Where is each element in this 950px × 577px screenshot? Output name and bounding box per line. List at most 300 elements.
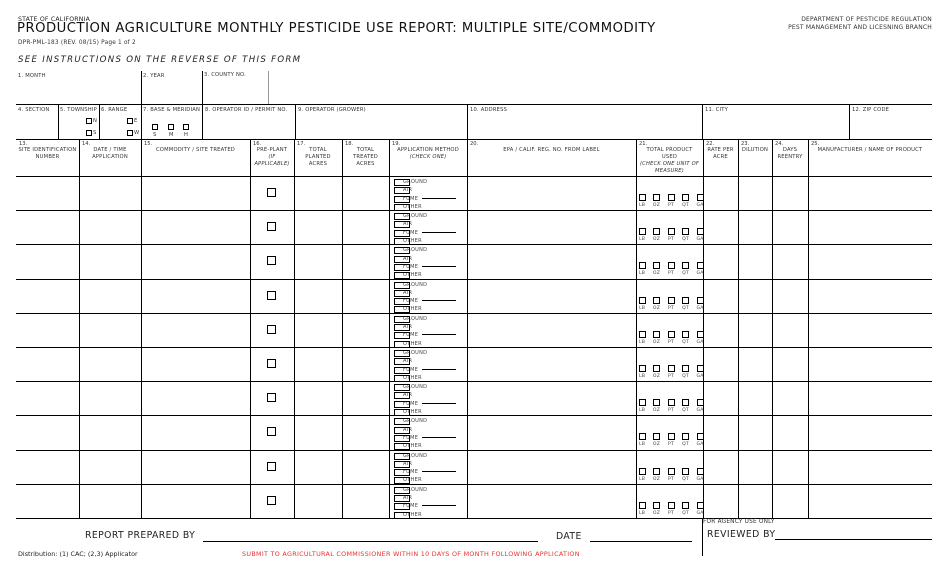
unit-pt-checkbox[interactable] [668,502,675,509]
zip-field[interactable] [850,113,932,138]
unit-oz-checkbox[interactable] [653,365,660,372]
unit-oz-checkbox[interactable] [653,194,660,201]
unit-oz-checkbox[interactable] [653,433,660,440]
treated-acres-cell[interactable] [344,349,387,379]
reentry-cell[interactable] [774,452,806,482]
column-number: 15. [144,141,153,147]
column-number: 17. [297,141,306,147]
unit-oz-checkbox[interactable] [653,228,660,235]
site-id-cell[interactable] [18,281,77,311]
unit-label: LB [638,442,646,448]
pre-plant-checkbox[interactable] [267,462,276,471]
method-air-checkbox[interactable] [394,324,413,331]
planted-acres-cell[interactable] [296,315,340,345]
dilution-cell[interactable] [740,417,770,447]
range-w-checkbox[interactable] [127,130,133,136]
unit-lb-checkbox[interactable] [639,194,646,201]
pre-plant-checkbox[interactable] [267,496,276,505]
manufacturer-cell[interactable] [810,417,930,447]
method-ground-checkbox[interactable] [394,350,410,357]
range-label: 6. RANGE [101,107,128,113]
method-fume-checkbox[interactable] [394,332,410,339]
reentry-cell[interactable] [774,212,806,242]
application-method-group [394,486,466,519]
commodity-cell[interactable] [143,246,248,276]
method-fume-checkbox[interactable] [394,503,410,510]
rate-cell[interactable] [705,417,736,447]
method-air-checkbox[interactable] [394,358,413,365]
unit-label: GA [696,203,704,208]
epa-reg-cell[interactable] [469,315,634,345]
method-air-checkbox[interactable] [394,460,413,468]
unit-ga-checkbox[interactable] [697,297,704,304]
epa-reg-cell[interactable] [469,212,634,242]
rate-cell[interactable] [705,349,736,379]
unit-lb-checkbox[interactable] [639,228,646,235]
planted-acres-cell[interactable] [296,178,340,208]
column-header: TOTAL TREATED ACRES [352,147,379,167]
operator-id-field[interactable] [203,113,294,138]
dilution-cell[interactable] [740,452,770,482]
commodity-cell[interactable] [143,486,248,516]
date-time-cell[interactable] [81,246,139,276]
meridian-m-checkbox[interactable] [168,124,174,130]
commodity-cell[interactable] [143,315,248,345]
unit-label: OZ [652,339,661,345]
commodity-cell[interactable] [143,212,248,242]
fume-input[interactable] [422,369,456,370]
base-meridian-label: 7. BASE & MERIDIAN [143,107,201,113]
method-label: AIR [403,358,413,365]
site-id-cell[interactable] [18,315,77,345]
column-header: SITE IDENTIFICATION NUMBER [18,147,77,160]
treated-acres-cell[interactable] [344,281,387,311]
unit-label: GA [696,237,704,243]
unit-pt-checkbox[interactable] [668,433,675,440]
method-ground-checkbox[interactable] [394,213,410,220]
commodity-cell[interactable] [143,178,248,208]
dilution-cell[interactable] [740,281,770,311]
year-field[interactable] [142,80,201,103]
manufacturer-cell[interactable] [810,486,930,516]
unit-lb-checkbox[interactable] [639,502,646,509]
unit-ga-checkbox[interactable] [697,365,704,372]
method-fume-checkbox[interactable] [394,367,410,374]
unit-oz-checkbox[interactable] [653,502,660,509]
unit-label: QT [682,305,689,311]
pre-plant-checkbox[interactable] [267,291,276,300]
epa-reg-cell[interactable] [469,452,634,482]
county-field[interactable] [203,80,267,103]
unit-label: LB [638,339,646,345]
unit-qt-checkbox[interactable] [682,433,689,440]
unit-lb-checkbox[interactable] [639,468,646,475]
method-air-checkbox[interactable] [394,289,413,297]
unit-pt-checkbox[interactable] [668,365,675,372]
rate-cell[interactable] [705,212,736,242]
unit-oz-checkbox[interactable] [653,468,660,475]
unit-oz-checkbox[interactable] [653,262,660,269]
method-ground-checkbox[interactable] [394,282,410,289]
method-ground-checkbox[interactable] [394,179,410,186]
reentry-cell[interactable] [774,281,806,311]
pre-plant-checkbox[interactable] [267,325,276,334]
unit-label: GA [696,442,704,448]
county-label: 3. COUNTY NO. [204,72,246,78]
dilution-cell[interactable] [740,486,770,516]
column-number: 23. [741,141,750,147]
fume-input[interactable] [422,266,456,267]
column-header: TOTAL PLANTED ACRES [305,147,331,167]
reviewed-by-label: REVIEWED BY [707,529,776,540]
date-field[interactable] [590,530,692,541]
unit-qt-checkbox[interactable] [682,365,689,372]
table-row [16,313,932,347]
commodity-cell[interactable] [143,417,248,447]
unit-ga-checkbox[interactable] [697,502,704,509]
rate-cell[interactable] [705,452,736,482]
method-label: AIR [403,495,413,502]
table-row [16,244,932,278]
unit-pt-checkbox[interactable] [668,297,675,304]
unit-lb-checkbox[interactable] [639,399,646,406]
commodity-cell[interactable] [143,349,248,379]
unit-lb-checkbox[interactable] [639,433,646,440]
manufacturer-cell[interactable] [810,315,930,345]
method-label: OTHER [403,374,422,381]
fume-input[interactable] [422,232,456,233]
manufacturer-cell[interactable] [810,281,930,311]
operator-label: 9. OPERATOR (GROWER) [298,107,366,113]
operator-field[interactable] [296,113,466,138]
unit-ga-checkbox[interactable] [697,433,704,440]
unit-lb-checkbox[interactable] [639,331,646,338]
address-label: 10. ADDRESS [470,107,508,113]
pre-plant-checkbox[interactable] [267,393,276,402]
reentry-cell[interactable] [774,246,806,276]
unit-qt-checkbox[interactable] [682,297,689,304]
method-air-checkbox[interactable] [394,426,413,434]
table-row [16,450,932,484]
site-id-cell[interactable] [18,349,77,379]
unit-oz-checkbox[interactable] [653,331,660,338]
method-label: FUME [403,400,419,407]
township-n-checkbox[interactable] [86,118,92,124]
epa-reg-cell[interactable] [469,178,634,208]
application-method-group [394,212,466,245]
planted-acres-cell[interactable] [296,212,340,242]
reentry-cell[interactable] [774,349,806,379]
fume-input[interactable] [422,403,456,404]
site-id-cell[interactable] [18,486,77,516]
planted-acres-cell[interactable] [296,246,340,276]
treated-acres-cell[interactable] [344,452,387,482]
meridian-s-label: S [153,132,157,138]
fume-input[interactable] [422,505,456,506]
meridian-h-checkbox[interactable] [183,124,189,130]
site-id-cell[interactable] [18,246,77,276]
pre-plant-checkbox[interactable] [267,427,276,436]
method-label: FUME [403,229,419,236]
unit-ga-checkbox[interactable] [697,228,704,235]
epa-reg-cell[interactable] [469,246,634,276]
epa-reg-cell[interactable] [469,281,634,311]
epa-reg-cell[interactable] [469,349,634,379]
manufacturer-cell[interactable] [810,383,930,413]
date-time-cell[interactable] [81,349,139,379]
planted-acres-cell[interactable] [296,417,340,447]
method-label: GROUND [403,213,428,220]
unit-label: GA [696,408,704,414]
treated-acres-cell[interactable] [344,486,387,516]
site-id-cell[interactable] [18,452,77,482]
unit-qt-checkbox[interactable] [682,468,689,475]
unit-lb-checkbox[interactable] [639,297,646,304]
township-s-checkbox[interactable] [86,130,92,136]
reentry-cell[interactable] [774,315,806,345]
commodity-cell[interactable] [143,383,248,413]
unit-pt-checkbox[interactable] [668,194,675,201]
reentry-cell[interactable] [774,486,806,516]
method-label: FUME [403,366,419,373]
treated-acres-cell[interactable] [344,212,387,242]
fume-input[interactable] [422,334,456,335]
application-method-group [394,349,466,382]
unit-label: GA [696,476,704,482]
unit-qt-checkbox[interactable] [682,228,689,235]
pre-plant-checkbox[interactable] [267,188,276,197]
unit-label: OZ [652,374,661,379]
date-time-cell[interactable] [81,452,139,482]
method-ground-checkbox[interactable] [394,487,410,494]
column-number: 21. [639,141,648,147]
unit-label: OZ [652,271,661,277]
distribution-note: Distribution: (1) CAC; (2,3) Applicator [18,550,138,558]
unit-ga-checkbox[interactable] [697,331,704,338]
manufacturer-cell[interactable] [810,246,930,276]
unit-qt-checkbox[interactable] [682,262,689,269]
method-ground-checkbox[interactable] [394,316,410,323]
section-field[interactable] [16,113,57,138]
unit-label: OZ [652,237,661,243]
unit-ga-checkbox[interactable] [697,399,704,406]
address-field[interactable] [468,113,701,138]
method-ground-checkbox[interactable] [394,384,410,391]
planted-acres-cell[interactable] [296,281,340,311]
manufacturer-cell[interactable] [810,452,930,482]
dilution-cell[interactable] [740,349,770,379]
treated-acres-cell[interactable] [344,315,387,345]
method-fume-checkbox[interactable] [394,435,410,442]
planted-acres-cell[interactable] [296,452,340,482]
unit-qt-checkbox[interactable] [682,502,689,509]
prepared-by-field[interactable] [203,530,538,541]
method-label: OTHER [403,511,422,518]
unit-label: QT [682,374,689,379]
unit-lb-checkbox[interactable] [639,262,646,269]
rate-cell[interactable] [705,383,736,413]
rate-cell[interactable] [705,281,736,311]
treated-acres-cell[interactable] [344,417,387,447]
method-label: OTHER [403,203,422,210]
method-fume-checkbox[interactable] [394,196,410,203]
manufacturer-cell[interactable] [810,178,930,208]
unit-ga-checkbox[interactable] [697,262,704,269]
rate-cell[interactable] [705,486,736,516]
application-method-group [394,178,466,211]
method-label: FUME [403,263,419,270]
dilution-cell[interactable] [740,246,770,276]
method-label: GROUND [403,486,428,493]
manufacturer-cell[interactable] [810,349,930,379]
unit-label: PT [668,305,674,311]
unit-label: OZ [652,476,661,482]
column-header: APPLICATION METHOD [397,147,459,153]
method-label: AIR [403,324,413,331]
method-air-checkbox[interactable] [394,221,413,228]
unit-pt-checkbox[interactable] [668,228,675,235]
rate-cell[interactable] [705,315,736,345]
unit-ga-checkbox[interactable] [697,194,704,201]
method-air-checkbox[interactable] [394,495,413,502]
site-id-cell[interactable] [18,383,77,413]
unit-pt-checkbox[interactable] [668,262,675,269]
column-number: 25. [811,141,820,147]
page-title: PRODUCTION AGRICULTURE MONTHLY PESTICIDE USE REPORT: MULTIPLE SITE/COMMODITY [17,21,656,36]
unit-label: LB [638,374,646,379]
planted-acres-cell[interactable] [296,486,340,516]
date-time-cell[interactable] [81,178,139,208]
method-label: AIR [403,221,413,228]
site-id-cell[interactable] [18,212,77,242]
treated-acres-cell[interactable] [344,246,387,276]
method-label: GROUND [403,452,428,459]
dilution-cell[interactable] [740,383,770,413]
column-header: PRE-PLANT [256,147,288,153]
rate-cell[interactable] [705,178,736,208]
range-w-label: W [134,130,140,136]
meridian-s-checkbox[interactable] [152,124,158,130]
column-header: MANUFACTURER / NAME OF PRODUCT [817,147,923,153]
section-label: 4. SECTION [18,107,50,113]
unit-pt-checkbox[interactable] [668,399,675,406]
method-label: GROUND [403,281,428,288]
method-label: AIR [403,460,413,467]
epa-reg-cell[interactable] [469,417,634,447]
date-time-cell[interactable] [81,281,139,311]
unit-lb-checkbox[interactable] [639,365,646,372]
reviewed-by-field[interactable] [775,528,932,539]
method-label: OTHER [403,443,422,450]
method-fume-checkbox[interactable] [394,230,410,237]
reentry-cell[interactable] [774,383,806,413]
unit-oz-checkbox[interactable] [653,297,660,304]
unit-pt-checkbox[interactable] [668,468,675,475]
township-s-label: S [93,130,97,136]
column-subheader: (IF APPLICABLE) [254,154,290,167]
epa-reg-cell[interactable] [469,486,634,516]
date-label: DATE [556,531,582,542]
unit-qt-checkbox[interactable] [682,331,689,338]
reentry-cell[interactable] [774,417,806,447]
column-subheader: (CHECK ONE UNIT OF MEASURE) [639,161,700,174]
date-line [590,541,692,542]
method-ground-checkbox[interactable] [394,453,410,460]
unit-qt-checkbox[interactable] [682,194,689,201]
method-ground-checkbox[interactable] [394,418,410,425]
fume-input[interactable] [422,300,456,301]
fume-input[interactable] [422,471,456,472]
method-label: OTHER [403,340,422,347]
method-fume-checkbox[interactable] [394,401,410,408]
pre-plant-checkbox[interactable] [267,256,276,265]
commodity-cell[interactable] [143,452,248,482]
unit-pt-checkbox[interactable] [668,331,675,338]
rate-cell[interactable] [705,246,736,276]
method-air-checkbox[interactable] [394,255,413,263]
method-air-checkbox[interactable] [394,187,413,194]
planted-acres-cell[interactable] [296,349,340,379]
unit-ga-checkbox[interactable] [697,468,704,475]
method-label: FUME [403,332,419,339]
unit-label: PT [668,203,674,208]
method-fume-checkbox[interactable] [394,469,410,476]
method-label: OTHER [403,477,422,484]
range-e-checkbox[interactable] [127,118,133,124]
reentry-cell[interactable] [774,178,806,208]
unit-qt-checkbox[interactable] [682,399,689,406]
treated-acres-cell[interactable] [344,383,387,413]
date-time-cell[interactable] [81,383,139,413]
date-time-cell[interactable] [81,212,139,242]
reviewed-by-line [775,539,932,540]
column-subheader: (CHECK ONE) [409,154,447,160]
site-id-cell[interactable] [18,417,77,447]
method-label: GROUND [403,350,428,356]
date-time-cell[interactable] [81,486,139,516]
method-label: OTHER [403,306,422,313]
treated-acres-cell[interactable] [344,178,387,208]
dilution-cell[interactable] [740,178,770,208]
dilution-cell[interactable] [740,315,770,345]
method-other-checkbox[interactable] [394,512,410,519]
method-air-checkbox[interactable] [394,392,413,399]
method-label: AIR [403,426,413,433]
manufacturer-cell[interactable] [810,212,930,242]
fume-input[interactable] [422,198,456,199]
method-label: GROUND [403,179,428,185]
site-id-cell[interactable] [18,178,77,208]
epa-reg-cell[interactable] [469,383,634,413]
unit-label: QT [682,203,689,208]
date-time-cell[interactable] [81,315,139,345]
pre-plant-checkbox[interactable] [267,359,276,368]
month-field[interactable] [16,80,140,103]
pre-plant-checkbox[interactable] [267,222,276,231]
city-field[interactable] [703,113,848,138]
method-fume-checkbox[interactable] [394,298,410,305]
planted-acres-cell[interactable] [296,383,340,413]
dilution-cell[interactable] [740,212,770,242]
unit-oz-checkbox[interactable] [653,399,660,406]
fume-input[interactable] [422,437,456,438]
date-time-cell[interactable] [81,417,139,447]
method-ground-checkbox[interactable] [394,247,410,254]
year-label: 2. YEAR [143,73,165,79]
commodity-cell[interactable] [143,281,248,311]
method-fume-checkbox[interactable] [394,264,410,271]
method-label: AIR [403,187,413,194]
